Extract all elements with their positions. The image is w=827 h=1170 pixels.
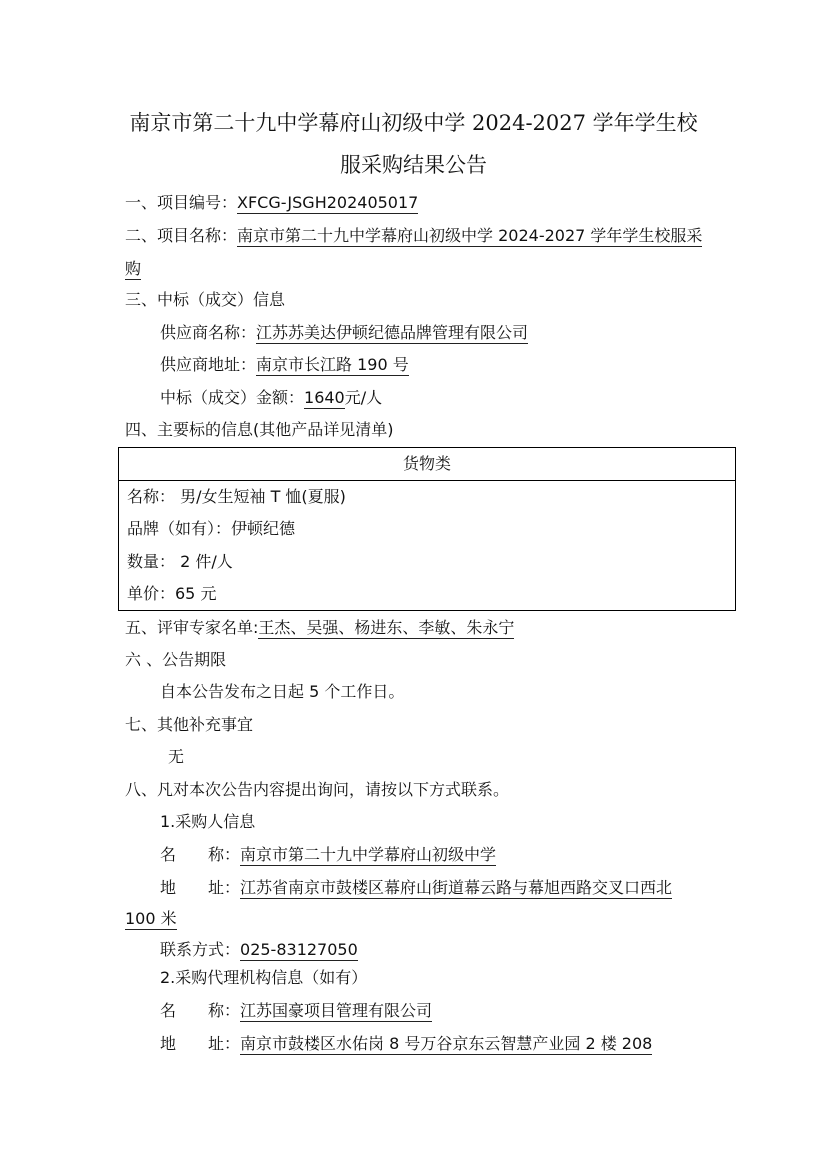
purchaser-contact-row	[160, 939, 358, 961]
agency-address-row	[160, 1033, 652, 1055]
supplier-name-row	[160, 322, 528, 344]
project-number-value: XFCG-JSGH202405017	[237, 193, 419, 212]
notice-period-heading: 六 、公告期限	[125, 650, 227, 669]
goods-item-unit-price: 单价：65 元	[127, 584, 217, 603]
supplier-address-label: 供应商地址：	[160, 355, 257, 374]
purchaser-name-label: 名 称：	[160, 845, 241, 864]
project-name-row	[125, 225, 702, 247]
award-amount-value: 1640	[304, 388, 345, 407]
goods-item-name: 名称： 男/女生短袖 T 恤(夏服)	[127, 487, 346, 506]
project-number-row	[125, 192, 418, 214]
expert-list-row	[125, 617, 514, 639]
award-amount-label: 中标（成交）金额：	[160, 388, 305, 407]
agency-name-row	[160, 1000, 432, 1022]
award-amount-unit: 元/人	[344, 388, 383, 407]
project-name-value-line1: 南京市第二十九中学幕府山初级中学 2024-2027 学年学生校服采	[237, 226, 703, 245]
expert-list-label: 五、评审专家名单:	[125, 618, 259, 637]
purchaser-address-line2-row	[125, 908, 177, 930]
goods-item-brand: 品牌（如有）：伊顿纪德	[127, 519, 296, 538]
purchaser-heading: 1.采购人信息	[160, 812, 256, 831]
goods-table	[118, 447, 736, 611]
other-matters-heading: 七、其他补充事宜	[125, 715, 254, 734]
expert-list-value: 王杰、吴强、杨进东、李敏、朱永宁	[258, 618, 515, 637]
project-name-value-line2-row	[125, 258, 141, 280]
agency-name-value: 江苏国豪项目管理有限公司	[240, 1001, 433, 1020]
notice-period-text: 自本公告发布之日起 5 个工作日。	[160, 682, 405, 701]
document-title-line1: 南京市第二十九中学幕府山初级中学 2024-2027 学年学生校	[129, 111, 698, 135]
purchaser-address-value-line2: 100 米	[125, 909, 177, 928]
agency-address-label: 地 址：	[160, 1034, 241, 1053]
goods-item-quantity: 数量： 2 件/人	[127, 552, 233, 571]
project-number-label: 一、项目编号：	[125, 193, 238, 212]
supplier-name-label: 供应商名称：	[160, 323, 257, 342]
award-info-heading: 三、中标（成交）信息	[125, 290, 286, 309]
supplier-address-value: 南京市长江路 190 号	[256, 355, 409, 374]
project-name-label: 二、项目名称：	[125, 226, 238, 245]
purchaser-contact-label: 联系方式：	[160, 940, 241, 959]
other-matters-text: 无	[168, 747, 185, 766]
purchaser-contact-value: 025-83127050	[240, 940, 358, 959]
project-name-value-line2: 购	[125, 259, 142, 278]
contact-heading: 八、凡对本次公告内容提出询问，请按以下方式联系。	[125, 780, 510, 799]
award-amount-row	[160, 387, 382, 409]
purchaser-address-row	[160, 877, 672, 899]
supplier-address-row	[160, 354, 409, 376]
agency-heading: 2.采购代理机构信息（如有）	[160, 968, 368, 987]
purchaser-name-row	[160, 844, 496, 866]
agency-name-label: 名 称：	[160, 1001, 241, 1020]
goods-table-header: 货物类	[119, 448, 735, 481]
main-items-heading: 四、主要标的信息(其他产品详见清单)	[125, 420, 394, 439]
document-title-line2: 服采购结果公告	[340, 153, 487, 177]
purchaser-name-value: 南京市第二十九中学幕府山初级中学	[240, 845, 497, 864]
agency-address-value: 南京市鼓楼区水佑岗 8 号万谷京东云智慧产业园 2 楼 208	[240, 1034, 653, 1053]
purchaser-address-label: 地 址：	[160, 878, 241, 897]
purchaser-address-value-line1: 江苏省南京市鼓楼区幕府山街道幕云路与幕旭西路交叉口西北	[240, 878, 673, 897]
supplier-name-value: 江苏苏美达伊顿纪德品牌管理有限公司	[256, 323, 529, 342]
